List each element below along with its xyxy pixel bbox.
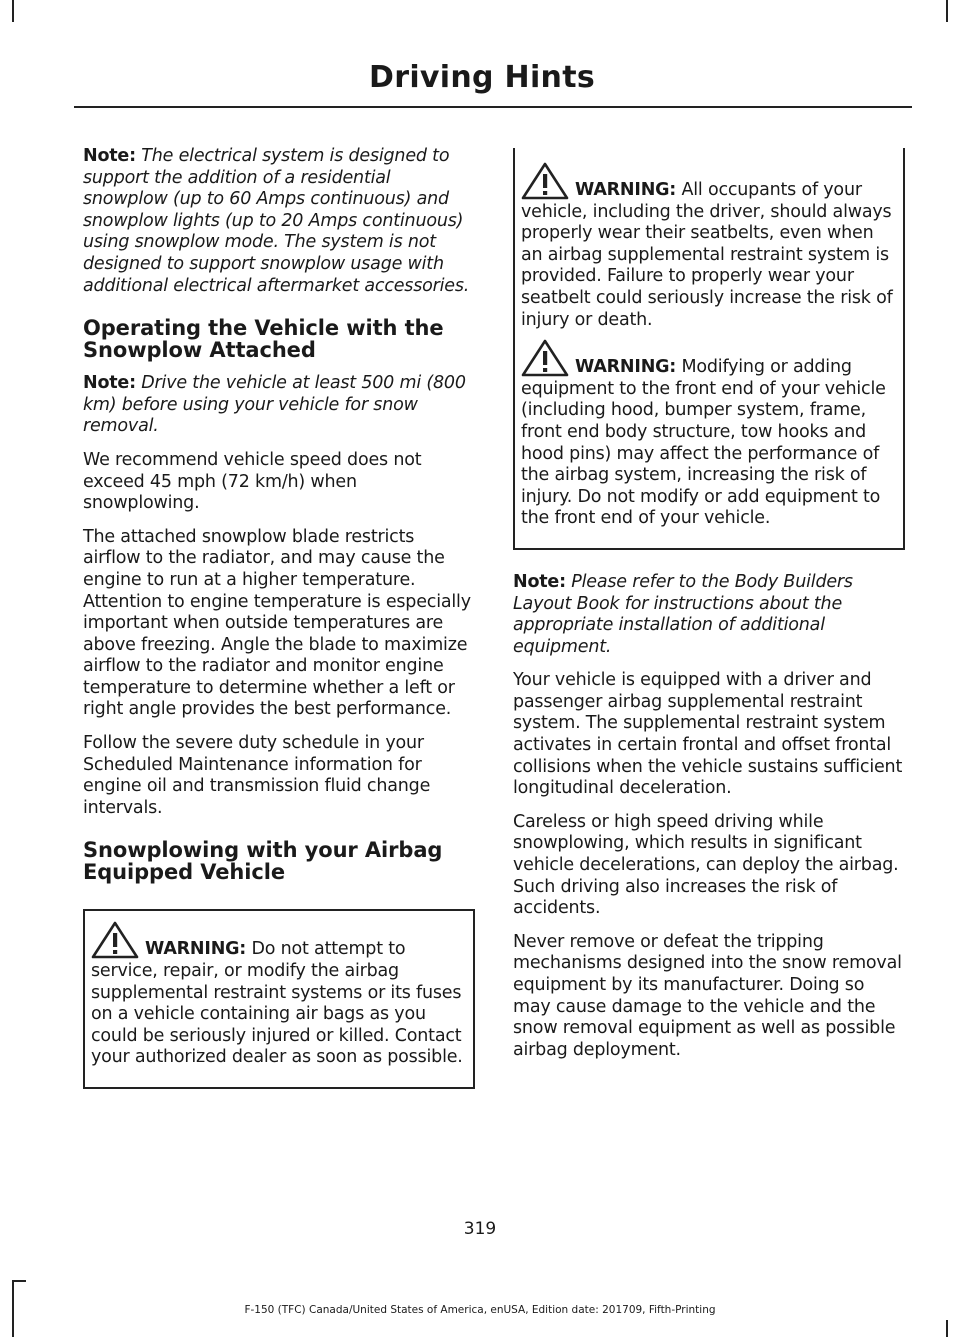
crop-mark-bottom-left-tick [12,1280,26,1282]
crop-mark-bottom-right [946,1320,948,1337]
crop-mark-top-left [12,0,14,22]
paragraph-airflow: The attached snowplow blade restricts airflow to the radiator, and may cause the engine to run at a higher temperature. Attention to engine temperature is especially important when outside temperatures are above freezing. Angle the blade to maximize airflow to the radiator and monitor engine temperature to determine whether a left or right angle provides the best performance. [83,526,471,720]
note-text: Please refer to the Body Builders Layout Book for instructions about the appropriate installation of additional equipment. [513,571,853,657]
warning-text: All occupants of your vehicle, including the driver, should always properly wear their seatbelts, even when an airbag supplemental restraint system is provided. Failure to properly wear your seatbelt could seriously increase the risk of injury or death. [521,180,893,330]
edition-footer: F-150 (TFC) Canada/United States of America, enUSA, Edition date: 201709, Fifth-Printing [244,1304,716,1316]
warning-triangle-icon [91,921,139,959]
paragraph-careless-driving: Careless or high speed driving while snowplowing, which results in significant vehicle decelerations, can deploy the airbag. Such driving also increases the risk of accidents. [513,811,899,919]
warning-triangle-icon [521,162,569,200]
note-electrical [83,146,475,297]
crop-mark-top-right [946,0,948,22]
section-heading-operating: Operating the Vehicle with the Snowplow Attached [83,316,444,363]
page-number: 319 [463,1219,497,1239]
paragraph-airbag-system: Your vehicle is equipped with a driver and passenger airbag supplemental restraint system. The supplemental restraint system activates in certain frontal and offset frontal collisions when the vehicle sustains sufficient longitudinal deceleration. [513,670,903,799]
warning-triangle-icon [521,339,569,377]
warning-text: Modifying or adding equipment to the front end of your vehicle (including hood, bumper system, frame, front end body structure, tow hooks and hood pins) may affect the performance of the airbag system, increasing the risk of injury. Do not modify or add equipment to the front end of your vehicle. [521,357,886,529]
paragraph-tripping-mechanisms: Never remove or defeat the tripping mechanisms designed into the snow removal equipment by its manufacturer. Doing so may cause damage to the vehicle and the snow removal equipment as well as possible airbag deployment. [513,931,902,1060]
header-divider [74,106,912,108]
warning-label: WARNING: [575,357,677,378]
warning-label: WARNING: [145,939,247,960]
warning-item [521,357,895,530]
note-label: Note: [513,571,566,592]
left-column [83,146,475,1111]
note-label: Note: [83,146,136,166]
note-label: Note: [83,373,136,394]
paragraph-maintenance: Follow the severe duty schedule in your Scheduled Maintenance information for engine oil and transmission fluid change intervals. [83,733,431,818]
note-text: Drive the vehicle at least 500 mi (800 km) before using your vehicle for snow removal. [83,373,466,437]
note-body-builders [513,572,905,658]
warning-text: Do not attempt to service, repair, or modify the airbag supplemental restraint systems or its fuses on a vehicle containing air bags as you could be seriously injured or killed. Contact your authorized dealer as soon as possible. [91,939,463,1068]
warning-item [91,939,465,1069]
warning-item [521,180,895,331]
note-break-in [83,373,475,438]
paragraph-speed: We recommend vehicle speed does not exceed 45 mph (72 km/h) when snowplowing. [83,449,422,514]
warning-box-service [83,909,475,1089]
section-heading-airbag: Snowplowing with your Airbag Equipped Vehicle [83,838,443,885]
warning-label: WARNING: [575,180,677,200]
note-text: The electrical system is designed to support the addition of a residential snowplow (up to 60 Amps continuous) and snowplow lights (up to 20 Amps continuous) using snowplow mode. The system is not designed to support snowplow usage with additional electrical aftermarket accessories. [83,146,470,296]
right-column [513,148,905,1073]
page-title: Driving Hints [369,60,595,95]
warning-box-occupants [513,148,905,550]
